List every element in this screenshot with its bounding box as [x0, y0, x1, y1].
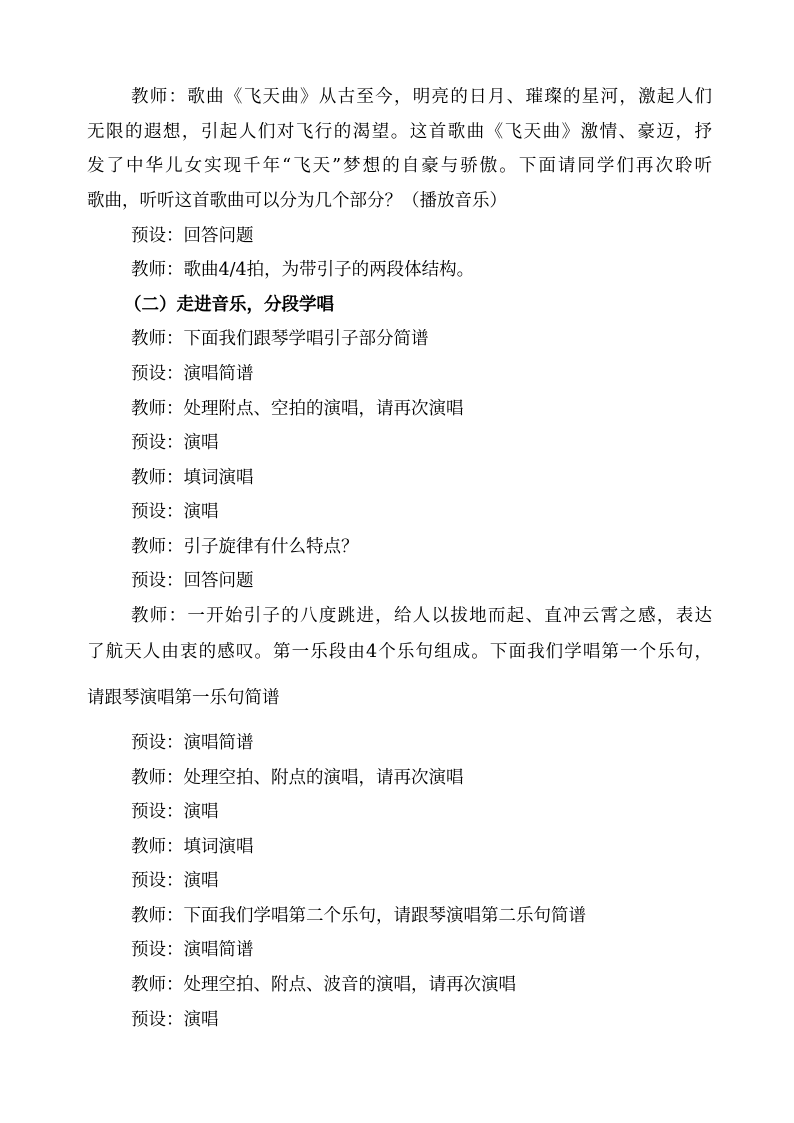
section-heading: （二）走进音乐，分段学唱: [124, 295, 334, 315]
paragraph-preset-sing: 预设：演唱: [131, 802, 219, 822]
paragraph-preset-sing: 预设：演唱: [131, 502, 219, 522]
paragraph-preset-sing: 预设：演唱: [131, 871, 219, 891]
paragraph-teacher-octave-line-2: 了航天人由衷的感叹。第一乐段由4个乐句组成。下面我们学唱第一个乐句，: [87, 642, 712, 662]
paragraph-teacher-intro-line-4: 歌曲，听听这首歌曲可以分为几个部分？（播放音乐）: [87, 191, 507, 211]
paragraph-teacher-dotted-rest: 教师：处理附点、空拍的演唱，请再次演唱: [131, 399, 464, 419]
paragraph-teacher-intro-line-2: 无限的遐想，引起人们对飞行的渴望。这首歌曲《飞天曲》激情、豪迈，抒: [87, 122, 712, 142]
paragraph-preset-answer: 预设：回答问题: [131, 571, 254, 591]
paragraph-teacher-octave-line-3: 请跟琴演唱第一乐句简谱: [87, 688, 280, 708]
paragraph-teacher-structure: 教师：歌曲4/4拍，为带引子的两段体结构。: [131, 260, 475, 280]
paragraph-teacher-intro-score: 教师：下面我们跟琴学唱引子部分简谱: [131, 329, 429, 349]
paragraph-preset-sing-score: 预设：演唱简谱: [131, 940, 254, 960]
paragraph-teacher-question: 教师：引子旋律有什么特点？: [131, 537, 359, 557]
paragraph-preset-sing: 预设：演唱: [131, 1010, 219, 1030]
paragraph-preset-sing-score: 预设：演唱简谱: [131, 733, 254, 753]
paragraph-teacher-rest-dotted: 教师：处理空拍、附点的演唱，请再次演唱: [131, 768, 464, 788]
paragraph-teacher-lyrics: 教师：填词演唱: [131, 837, 254, 857]
paragraph-preset-sing: 预设：演唱: [131, 433, 219, 453]
paragraph-teacher-octave-line-1: 教师：一开始引子的八度跳进，给人以拔地而起、直冲云霄之感，表达: [131, 606, 712, 626]
paragraph-preset-sing-score: 预设：演唱简谱: [131, 364, 254, 384]
paragraph-teacher-second-phrase: 教师：下面我们学唱第二个乐句，请跟琴演唱第二乐句简谱: [131, 906, 586, 926]
paragraph-preset-answer: 预设：回答问题: [131, 226, 254, 246]
paragraph-teacher-lyrics: 教师：填词演唱: [131, 468, 254, 488]
paragraph-teacher-intro-line-1: 教师：歌曲《飞天曲》从古至今，明亮的日月、璀璨的星河，激起人们: [131, 87, 712, 107]
paragraph-teacher-mordent: 教师：处理空拍、附点、波音的演唱，请再次演唱: [131, 975, 516, 995]
paragraph-teacher-intro-line-3: 发了中华儿女实现千年“飞天”梦想的自豪与骄傲。下面请同学们再次聆听: [87, 156, 712, 176]
